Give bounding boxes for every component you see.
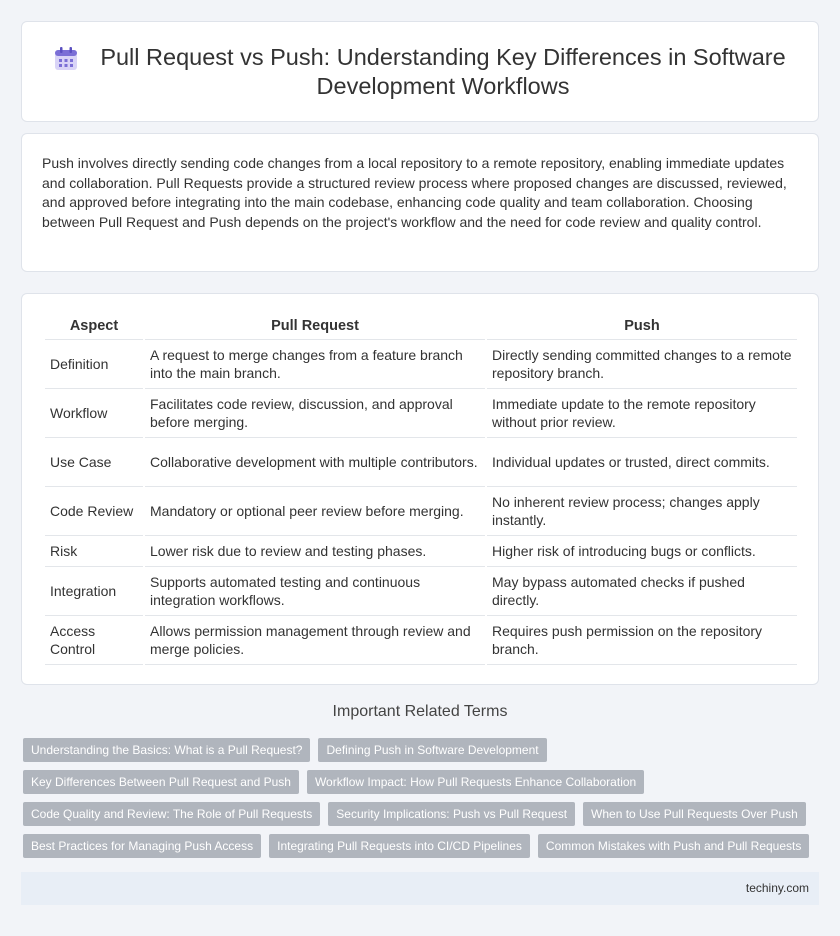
table-row [45,487,797,536]
table-row [45,389,797,438]
table-header-row [45,313,797,340]
related-term-link[interactable]: Common Mistakes with Push and Pull Requests [538,834,809,858]
aspect-cell: Risk [45,536,143,567]
related-term-link[interactable]: Code Quality and Review: The Role of Pull Requests [23,802,320,826]
aspect-cell: Workflow [45,389,143,438]
related-term-link[interactable]: Security Implications: Push vs Pull Request [328,802,575,826]
table-row [45,616,797,665]
intro-card [21,133,819,272]
title-card [21,21,819,122]
push-cell: Higher risk of introducing bugs or conflicts. [487,536,797,567]
related-terms-list [23,738,823,866]
aspect-cell: Definition [45,340,143,389]
pull-request-cell: Supports automated testing and continuous integration workflows. [145,567,485,616]
push-cell: May bypass automated checks if pushed directly. [487,567,797,616]
related-term-link[interactable]: Integrating Pull Requests into CI/CD Pipelines [269,834,530,858]
aspect-cell: Code Review [45,487,143,536]
page-title: Pull Request vs Push: Understanding Key Differences in Software Development Workflows [100,43,786,99]
push-cell: Immediate update to the remote repository without prior review. [487,389,797,438]
footer-site-link[interactable]: techiny.com [745,881,809,895]
related-term-link[interactable]: Key Differences Between Pull Request and Push [23,770,299,794]
related-term-link[interactable]: Workflow Impact: How Pull Requests Enhance Collaboration [307,770,644,794]
pull-request-cell: Facilitates code review, discussion, and approval before merging. [145,389,485,438]
push-cell: No inherent review process; changes apply instantly. [487,487,797,536]
pull-request-cell: Lower risk due to review and testing phases. [145,536,485,567]
related-terms-title: Important Related Terms [332,703,508,720]
related-term-link[interactable]: When to Use Pull Requests Over Push [583,802,806,826]
header-aspect: Aspect [45,313,143,340]
comparison-card [21,293,819,685]
header-push: Push [487,313,797,340]
aspect-cell: Integration [45,567,143,616]
pull-request-cell: Allows permission management through review and merge policies. [145,616,485,665]
related-term-link[interactable]: Best Practices for Managing Push Access [23,834,261,858]
push-cell: Requires push permission on the repository branch. [487,616,797,665]
header-pull-request: Pull Request [145,313,485,340]
intro-paragraph: Push involves directly sending code changes from a local repository to a remote repository, enabling immediate updates and collaboration. Pull Requests provide a structured review process where proposed changes are discussed, reviewed, and approved before integrating into the main codebase, enhancing code quality and team collaboration. Choosing between Pull Request and Push depends on the project's workflow and the need for code review and quality control. [42,155,787,230]
aspect-cell: Access Control [45,616,143,665]
calendar-icon [52,45,80,73]
related-term-link[interactable]: Defining Push in Software Development [318,738,546,762]
comparison-table [43,313,799,665]
push-cell: Directly sending committed changes to a remote repository branch. [487,340,797,389]
aspect-cell: Use Case [45,438,143,487]
table-row [45,567,797,616]
footer [21,872,819,905]
pull-request-cell: Mandatory or optional peer review before merging. [145,487,485,536]
pull-request-cell: Collaborative development with multiple contributors. [145,438,485,487]
related-term-link[interactable]: Understanding the Basics: What is a Pull Request? [23,738,310,762]
pull-request-cell: A request to merge changes from a feature branch into the main branch. [145,340,485,389]
table-row [45,340,797,389]
table-row [45,536,797,567]
push-cell: Individual updates or trusted, direct commits. [487,438,797,487]
table-row [45,438,797,487]
